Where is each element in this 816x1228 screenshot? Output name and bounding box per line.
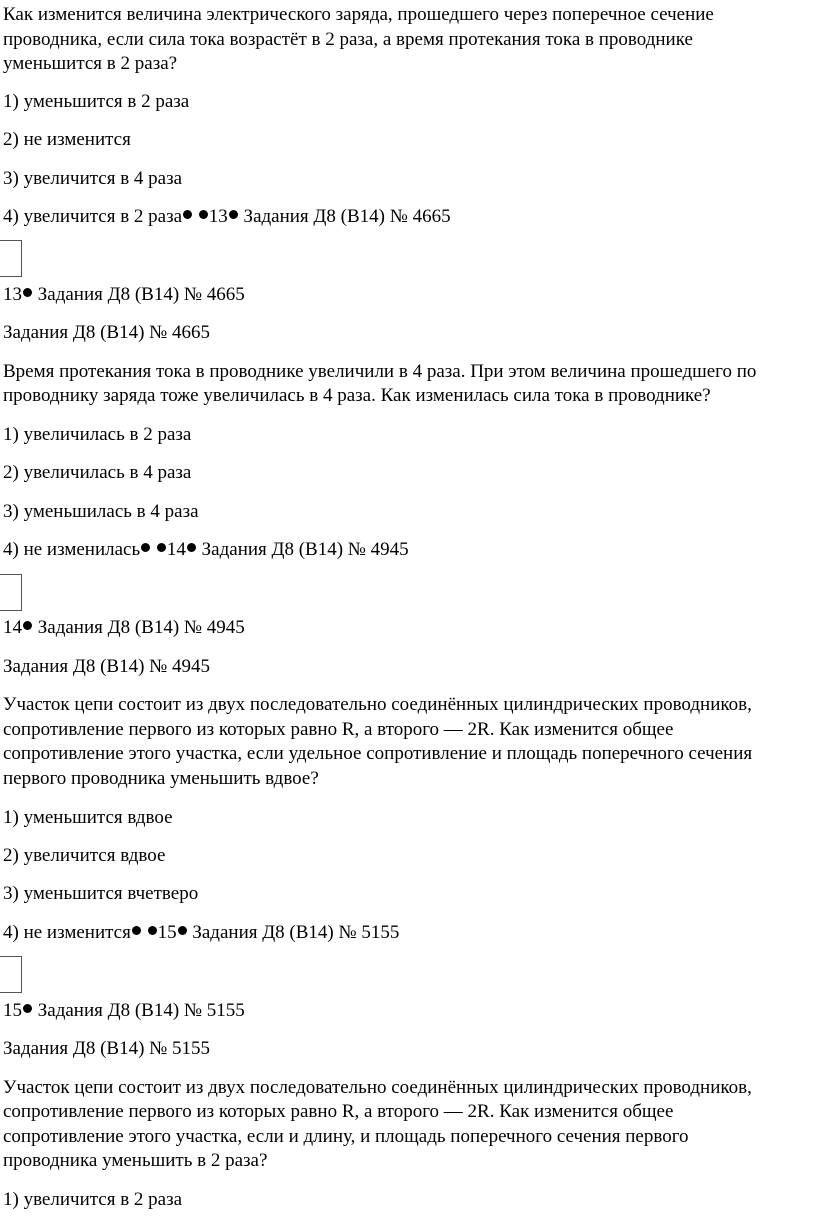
question-text-line: сопротивление первого из которых равно R, а второго — 2R. Как изменится общее: [3, 1101, 674, 1122]
bullet-icon: [141, 543, 150, 552]
question-text-line: проводника, если сила тока возрастёт в 2 раза, а время протекания тока в проводнике: [3, 29, 693, 50]
question-text-line: проводника уменьшить в 2 раза?: [3, 1150, 268, 1171]
answer-checkbox[interactable]: [0, 956, 22, 993]
answer-option-with-task-header: [3, 205, 451, 229]
answer-checkbox[interactable]: [0, 240, 22, 277]
question-text-line: сопротивление этого участка, если удельное сопротивление и площадь поперечного сечения: [3, 743, 753, 764]
question-text-line: Участок цепи состоит из двух последовательно соединённых цилиндрических проводников,: [3, 694, 752, 715]
question-text-line: первого проводника уменьшить вдвое?: [3, 768, 319, 789]
question-text-line: уменьшится в 2 раза?: [3, 53, 178, 74]
bullet-icon: [178, 926, 187, 935]
answer-option-text: 4) не изменится: [3, 922, 131, 943]
task-label: Задания Д8 (B14) № 5155: [192, 922, 400, 943]
answer-option-text: 4) увеличится в 2 раза: [3, 206, 183, 227]
bullet-icon: [148, 926, 157, 935]
answer-option: 1) уменьшится вдвое: [3, 807, 173, 828]
question-text-line: Как изменится величина электрического заряда, прошедшего через поперечное сечение: [3, 4, 714, 25]
task-label: Задания Д8 (B14) № 5155: [37, 1000, 245, 1021]
question-number: 14: [3, 617, 22, 638]
question-text-line: Участок цепи состоит из двух последовательно соединённых цилиндрических проводников,: [3, 1077, 752, 1098]
question-header: [3, 283, 245, 307]
question-number: 15: [3, 1000, 22, 1021]
answer-option: 3) увеличится в 4 раза: [3, 168, 183, 189]
question-text-line: Время протекания тока в проводнике увеличили в 4 раза. При этом величина прошедшего по: [3, 361, 757, 382]
answer-option: 2) не изменится: [3, 129, 131, 150]
bullet-icon: [23, 288, 32, 297]
answer-option-with-task-header: [3, 921, 399, 945]
answer-option: 1) увеличилась в 2 раза: [3, 424, 192, 445]
bullet-icon: [229, 210, 238, 219]
answer-option: 2) увеличилась в 4 раза: [3, 462, 192, 483]
bullet-icon: [132, 926, 141, 935]
question-header: [3, 616, 245, 640]
answer-option: 2) увеличится вдвое: [3, 845, 166, 866]
question-text-line: сопротивление этого участка, если и длину, и площадь поперечного сечения первого: [3, 1126, 689, 1147]
answer-option: 1) увеличится в 2 раза: [3, 1189, 183, 1210]
bullet-icon: [23, 1004, 32, 1013]
question-number: 13: [3, 284, 22, 305]
question-text-line: проводнику заряда тоже увеличилась в 4 раза. Как изменилась сила тока в проводнике?: [3, 385, 711, 406]
task-label: Задания Д8 (B14) № 4945: [3, 656, 211, 677]
bullet-icon: [187, 543, 196, 552]
question-text-line: сопротивление первого из которых равно R, а второго — 2R. Как изменится общее: [3, 719, 674, 740]
answer-option: 1) уменьшится в 2 раза: [3, 91, 190, 112]
bullet-icon: [23, 621, 32, 630]
question-header: [3, 999, 245, 1023]
answer-option: 3) уменьшилась в 4 раза: [3, 501, 199, 522]
task-label: Задания Д8 (B14) № 5155: [3, 1038, 211, 1059]
bullet-icon: [199, 210, 208, 219]
task-label: Задания Д8 (B14) № 4665: [37, 284, 245, 305]
answer-option: 3) уменьшится вчетверо: [3, 883, 199, 904]
answer-option-with-task-header: [3, 538, 409, 562]
task-label: Задания Д8 (B14) № 4665: [243, 206, 451, 227]
task-label: Задания Д8 (B14) № 4665: [3, 322, 211, 343]
question-number: 15: [157, 922, 177, 943]
bullet-icon: [183, 210, 192, 219]
bullet-icon: [157, 543, 166, 552]
answer-checkbox[interactable]: [0, 574, 22, 611]
question-number: 14: [166, 539, 186, 560]
question-number: 13: [208, 206, 228, 227]
task-label: Задания Д8 (B14) № 4945: [201, 539, 409, 560]
answer-option-text: 4) не изменилась: [3, 539, 141, 560]
task-label: Задания Д8 (B14) № 4945: [37, 617, 245, 638]
